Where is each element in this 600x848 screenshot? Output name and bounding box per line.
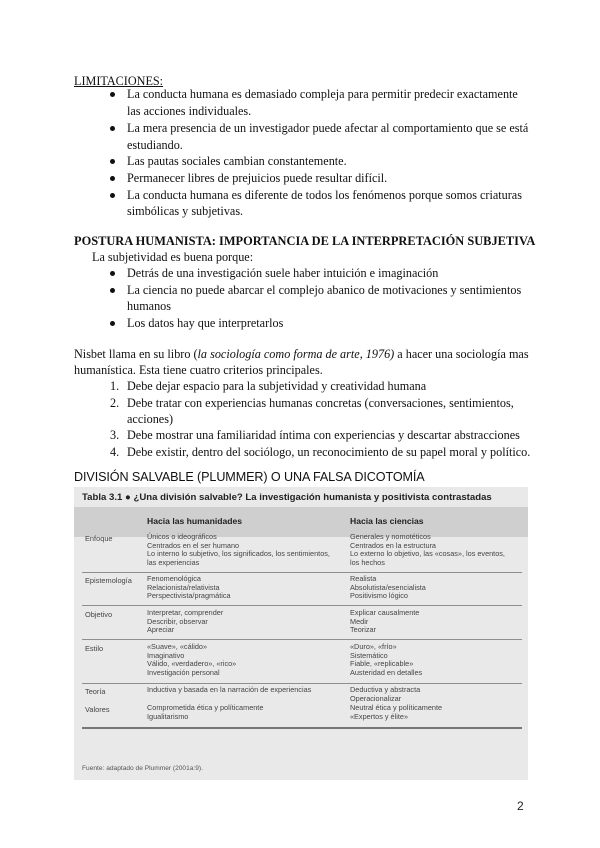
row-label: Valores <box>85 705 110 714</box>
book-title: la sociología como forma de arte, 1976) <box>197 347 395 361</box>
list-item: Las pautas sociales cambian constantemente. <box>127 154 347 168</box>
cell-line: Absolutista/esencialista <box>350 582 426 592</box>
column-header-ciencias: Hacia las ciencias <box>350 516 424 526</box>
table-source-note: Fuente: adaptado de Plummer (2001a:9). <box>82 765 203 772</box>
cell-line: Inductiva y basada en la narración de experiencias <box>147 685 312 694</box>
cell-line: Austeridad en detalles <box>350 667 423 677</box>
bullet-icon <box>110 271 115 276</box>
list-item: Debe dejar espacio para la subjetividad y creatividad humana <box>127 379 427 393</box>
nisbet-text: Nisbet llama en su libro ( <box>74 347 198 361</box>
cell-line: Comprometida ética y políticamente <box>147 703 264 712</box>
list-item-continuation: humanos <box>127 299 172 313</box>
cell-line: Explicar causalmente <box>350 608 420 617</box>
list-item: Debe mostrar una familiaridad íntima con experiencias y descartar abstracciones <box>127 428 520 442</box>
table-cell <box>147 575 231 601</box>
list-item: La conducta humana es demasiado compleja para permitir predecir exactamente <box>127 87 518 101</box>
row-label: Estilo <box>85 644 104 653</box>
cell-line: Lo externo lo objetivo, las «cosas», los eventos, <box>350 549 505 559</box>
row-label: Teoría <box>85 687 106 696</box>
cell-line: Perspectivista/pragmática <box>147 591 231 601</box>
list-item: La ciencia no puede abarcar el complejo abanico de motivaciones y sentimientos <box>127 283 522 297</box>
list-item: Los datos hay que interpretarlos <box>127 316 284 330</box>
nisbet-paragraph-line2: humanística. Esta tiene cuatro criterios principales. <box>74 363 323 377</box>
list-item: Debe tratar con experiencias humanas concretas (conversaciones, sentimientos, <box>127 396 514 410</box>
table-cell <box>147 686 311 695</box>
table-cell <box>147 533 330 567</box>
bullet-icon <box>110 321 115 326</box>
list-item: La conducta humana es diferente de todos los fenómenos porque somos criaturas <box>127 188 522 202</box>
cell-line: Fiable, «replicable» <box>350 659 414 669</box>
row-divider <box>82 572 522 573</box>
table-title: Tabla 3.1 ● ¿Una división salvable? La investigación humanista y positivista contrastadas <box>82 492 492 503</box>
division-heading: DIVISIÓN SALVABLE (PLUMMER) O UNA FALSA DICOTOMÍA <box>74 470 425 484</box>
row-divider <box>82 683 522 684</box>
table-cell <box>147 643 236 677</box>
humanista-intro: La subjetividad es buena porque: <box>92 250 254 264</box>
cell-line: Únicos o ideográficos <box>147 532 217 541</box>
table-cell <box>350 643 422 677</box>
row-label: Epistemología <box>85 576 132 585</box>
table-cell <box>350 575 426 601</box>
cell-line: Centrados en el ser humano <box>147 540 240 550</box>
bullet-icon <box>110 176 115 181</box>
cell-line: Operacionalizar <box>350 693 402 703</box>
list-number: 4. <box>110 445 120 459</box>
table-cell <box>350 533 505 567</box>
cell-line: las experiencias <box>147 557 200 567</box>
cell-line: Teorizar <box>350 625 376 635</box>
comparison-table-image <box>74 487 528 780</box>
cell-line: Apreciar <box>147 625 175 635</box>
cell-line: Realista <box>350 574 377 583</box>
bullet-icon <box>110 193 115 198</box>
list-item-continuation: las acciones individuales. <box>127 104 252 118</box>
table-cell <box>350 704 442 721</box>
row-divider <box>82 727 522 729</box>
table-cell <box>350 686 420 703</box>
bullet-icon <box>110 288 115 293</box>
cell-line: Neutral ética y políticamente <box>350 703 443 712</box>
table-cell <box>350 609 419 635</box>
row-label: Enfoque <box>85 534 113 543</box>
cell-line: Sistemático <box>350 650 388 660</box>
cell-line: Fenomenológica <box>147 574 201 583</box>
cell-line: los hechos <box>350 557 385 567</box>
cell-line: Válido, «verdadero», «rico» <box>147 659 237 669</box>
list-item-continuation: acciones) <box>127 412 174 426</box>
cell-line: Medir <box>350 616 369 626</box>
humanista-heading: POSTURA HUMANISTA: IMPORTANCIA DE LA INTERPRETACIÓN SUBJETIVA <box>74 234 536 248</box>
cell-line: Describir, observar <box>147 616 208 626</box>
cell-line: Investigación personal <box>147 667 220 677</box>
row-divider <box>82 639 522 640</box>
cell-line: Centrados en la estructura <box>350 540 436 550</box>
list-number: 3. <box>110 428 120 442</box>
list-item: Debe existir, dentro del sociólogo, un reconocimiento de su papel moral y político. <box>127 445 531 459</box>
row-divider <box>82 605 522 606</box>
list-item: Permanecer libres de prejuicios puede resultar difícil. <box>127 171 388 185</box>
cell-line: «Expertos y élite» <box>350 711 409 721</box>
cell-line: «Suave», «cálido» <box>147 642 208 651</box>
table-cell <box>147 609 223 635</box>
cell-line: Igualitarismo <box>147 711 189 721</box>
cell-line: Generales y nomotéticos <box>350 532 431 541</box>
column-header-humanidades: Hacia las humanidades <box>147 516 243 526</box>
row-label: Objetivo <box>85 610 113 619</box>
cell-line: Interpretar, comprender <box>147 608 224 617</box>
cell-line: Positivismo lógico <box>350 591 408 601</box>
nisbet-text: a hacer una sociología mas <box>394 347 529 361</box>
table-cell <box>147 704 263 721</box>
cell-line: Lo interno lo subjetivo, los significados, los sentimientos, <box>147 549 330 559</box>
page-number: 2 <box>517 799 524 813</box>
bullet-icon <box>110 159 115 164</box>
list-number: 1. <box>110 379 120 393</box>
limitaciones-heading: LIMITACIONES: <box>74 74 164 88</box>
list-number: 2. <box>110 396 120 410</box>
bullet-icon <box>110 126 115 131</box>
list-item: La mera presencia de un investigador puede afectar al comportamiento que se está <box>127 121 529 135</box>
nisbet-paragraph-line1 <box>74 347 529 362</box>
cell-line: Imaginativo <box>147 650 185 660</box>
cell-line: Deductiva y abstracta <box>350 685 421 694</box>
bullet-icon <box>110 92 115 97</box>
list-item-continuation: estudiando. <box>127 138 183 152</box>
cell-line: «Duro», «frío» <box>350 642 397 651</box>
list-item: Detrás de una investigación suele haber intuición e imaginación <box>127 266 439 280</box>
cell-line: Relacionista/relativista <box>147 582 220 592</box>
list-item-continuation: simbólicas y subjetivas. <box>127 204 244 218</box>
